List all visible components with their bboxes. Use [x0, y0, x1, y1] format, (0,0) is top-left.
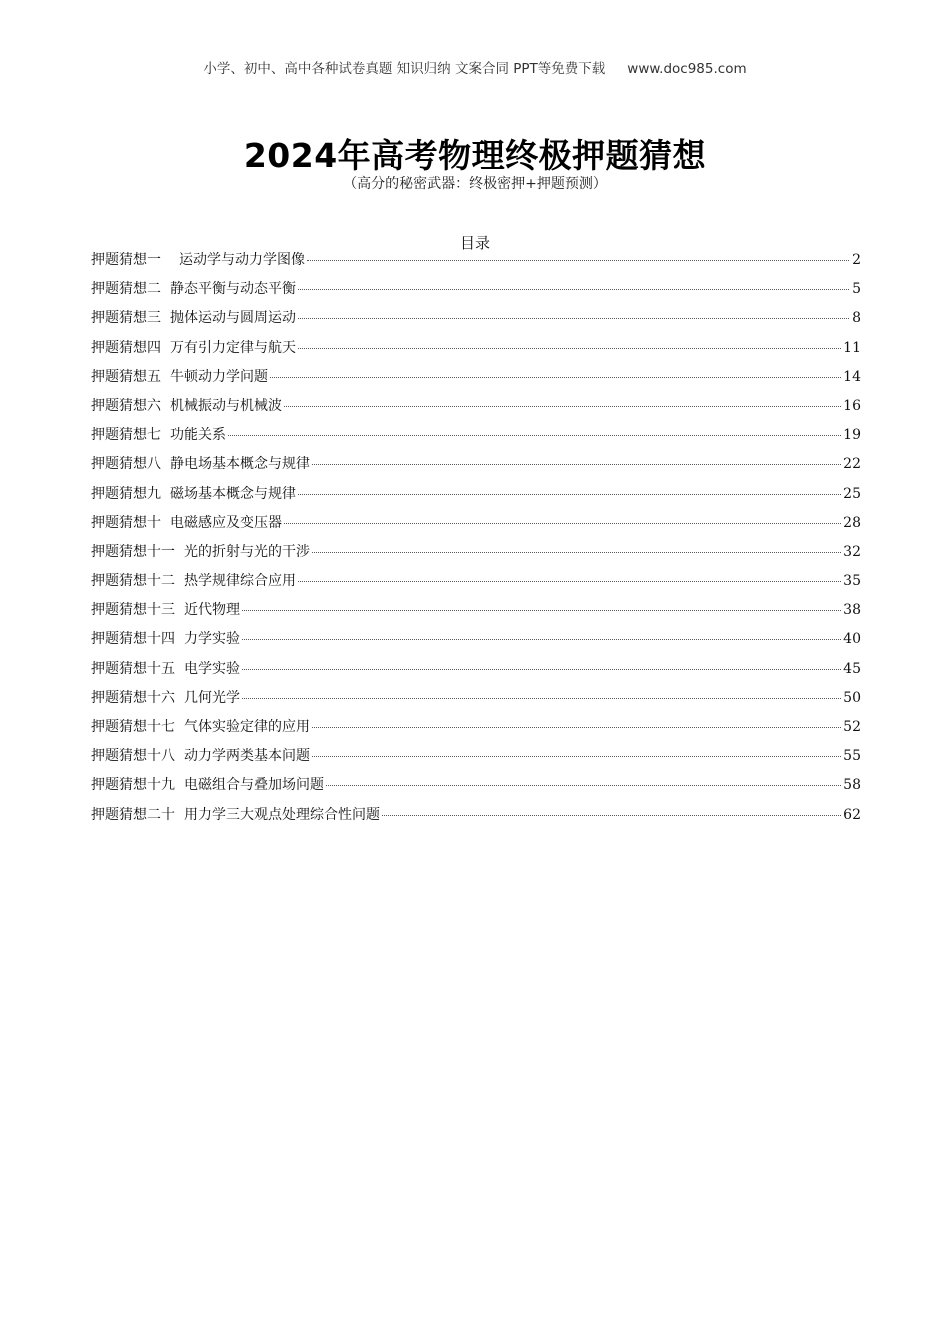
- toc-entry-label: [91, 249, 305, 271]
- toc-entry-number: 押题猜想十五: [91, 660, 175, 677]
- toc-entry-page: 50: [843, 689, 861, 706]
- toc-entry[interactable]: [91, 804, 861, 833]
- toc-entry-topic: 抛体运动与圆周运动: [170, 310, 296, 327]
- toc-entry-page: 40: [843, 631, 861, 648]
- toc-entry-page: 14: [843, 368, 861, 385]
- toc-entry-page: 8: [852, 310, 861, 327]
- toc-dot-leader: [298, 318, 849, 319]
- toc-entry-page: 2: [852, 252, 861, 268]
- toc-entry-number: 押题猜想十七: [91, 719, 175, 735]
- toc-entry-page: 38: [843, 602, 861, 619]
- toc-entry-label: [91, 337, 296, 359]
- toc-dot-leader: [326, 785, 841, 786]
- toc-entry-page: 35: [843, 573, 861, 590]
- toc-entry-topic: 光的折射与光的干涉: [184, 543, 310, 560]
- toc-entry[interactable]: [91, 395, 861, 424]
- toc-dot-leader: [242, 639, 841, 640]
- toc-entry[interactable]: [91, 307, 861, 336]
- toc-entry-label: [91, 716, 310, 738]
- table-of-contents: [91, 249, 861, 833]
- toc-entry-topic: 动力学两类基本问题: [184, 748, 310, 765]
- toc-entry-number: 押题猜想十二: [91, 573, 175, 590]
- toc-entry[interactable]: [91, 483, 861, 512]
- toc-entry-label: [91, 483, 296, 505]
- toc-dot-leader: [242, 610, 841, 611]
- toc-entry-number: 押题猜想十九: [91, 777, 175, 794]
- toc-entry[interactable]: [91, 366, 861, 395]
- header-text: 小学、初中、高中各种试卷真题 知识归纳 文案合同 PPT等免费下载: [203, 61, 606, 77]
- toc-entry-label: [91, 628, 240, 650]
- toc-entry-label: [91, 774, 324, 796]
- toc-dot-leader: [312, 756, 841, 757]
- toc-entry-label: [91, 745, 310, 767]
- document-title: 2024年高考物理终极押题猜想: [243, 136, 707, 175]
- toc-entry-topic: 静电场基本概念与规律: [170, 456, 310, 473]
- toc-entry-page: 55: [843, 748, 861, 765]
- toc-entry[interactable]: [91, 687, 861, 716]
- toc-entry-page: 52: [843, 719, 861, 735]
- toc-entry-topic: 几何光学: [184, 689, 240, 706]
- page-header: [0, 57, 950, 77]
- toc-entry-number: 押题猜想十八: [91, 748, 175, 765]
- toc-entry-number: 押题猜想七: [91, 427, 161, 444]
- toc-entry[interactable]: [91, 716, 861, 745]
- toc-dot-leader: [270, 377, 841, 378]
- toc-entry-page: 45: [843, 660, 861, 677]
- toc-entry[interactable]: [91, 424, 861, 453]
- toc-entry-number: 押题猜想四: [91, 339, 161, 356]
- toc-entry-page: 32: [843, 543, 861, 560]
- toc-entry-number: 押题猜想九: [91, 485, 161, 502]
- toc-dot-leader: [382, 815, 841, 816]
- toc-entry-topic: 近代物理: [184, 602, 240, 619]
- toc-entry-label: [91, 424, 226, 446]
- toc-entry-label: [91, 512, 282, 534]
- toc-dot-leader: [298, 348, 841, 349]
- toc-entry-number: 押题猜想八: [91, 456, 161, 473]
- toc-entry[interactable]: [91, 658, 861, 687]
- toc-entry-page: 22: [843, 456, 861, 473]
- toc-entry-number: 押题猜想三: [91, 310, 161, 327]
- toc-entry-page: 28: [843, 514, 861, 531]
- toc-entry-label: [91, 599, 240, 621]
- toc-entry-label: [91, 278, 296, 300]
- toc-entry-number: 押题猜想十四: [91, 631, 175, 648]
- toc-dot-leader: [242, 669, 841, 670]
- toc-entry[interactable]: [91, 774, 861, 803]
- toc-entry[interactable]: [91, 628, 861, 657]
- toc-entry-topic: 运动学与动力学图像: [179, 252, 305, 268]
- toc-entry-topic: 静态平衡与动态平衡: [170, 281, 296, 298]
- toc-entry-topic: 力学实验: [184, 631, 240, 648]
- toc-entry-number: 押题猜想十三: [91, 602, 175, 619]
- toc-dot-leader: [228, 435, 841, 436]
- toc-entry-topic: 电磁组合与叠加场问题: [184, 777, 324, 794]
- toc-entry-topic: 机械振动与机械波: [170, 397, 282, 414]
- toc-dot-leader: [284, 523, 841, 524]
- toc-entry-label: [91, 366, 268, 388]
- toc-entry[interactable]: [91, 512, 861, 541]
- toc-entry-topic: 电磁感应及变压器: [170, 514, 282, 531]
- toc-dot-leader: [312, 464, 841, 465]
- toc-entry-label: [91, 687, 240, 709]
- toc-entry-label: [91, 541, 310, 563]
- toc-entry-page: 5: [852, 281, 861, 298]
- toc-entry-number: 押题猜想五: [91, 368, 161, 385]
- toc-entry-number: 押题猜想二: [91, 281, 161, 298]
- toc-dot-leader: [312, 727, 841, 728]
- toc-entry-topic: 用力学三大观点处理综合性问题: [184, 806, 380, 823]
- toc-entry-page: 25: [843, 485, 861, 502]
- toc-entry[interactable]: [91, 599, 861, 628]
- toc-entry-number: 押题猜想十一: [91, 543, 175, 560]
- toc-entry-label: [91, 804, 380, 826]
- toc-entry-topic: 电学实验: [184, 660, 240, 677]
- toc-entry[interactable]: [91, 249, 861, 278]
- toc-dot-leader: [242, 698, 841, 699]
- toc-heading: 目录: [459, 234, 490, 252]
- toc-entry-page: 16: [843, 397, 861, 414]
- toc-entry[interactable]: [91, 570, 861, 599]
- toc-entry-topic: 气体实验定律的应用: [184, 719, 310, 735]
- toc-entry-label: [91, 395, 282, 417]
- toc-entry-label: [91, 453, 310, 475]
- toc-entry[interactable]: [91, 745, 861, 774]
- toc-entry-label: [91, 570, 296, 592]
- toc-entry-number: 押题猜想六: [91, 397, 161, 414]
- document-subtitle: （高分的秘密武器：终极密押+押题预测）: [343, 176, 607, 192]
- toc-entry[interactable]: [91, 337, 861, 366]
- toc-entry-number: 押题猜想十: [91, 514, 161, 531]
- toc-entry-label: [91, 658, 240, 680]
- toc-dot-leader: [298, 494, 841, 495]
- toc-entry-number: 押题猜想一: [91, 252, 161, 268]
- toc-dot-leader: [312, 552, 841, 553]
- toc-entry-topic: 万有引力定律与航天: [170, 339, 296, 356]
- toc-entry-number: 押题猜想二十: [91, 806, 175, 823]
- toc-dot-leader: [284, 406, 841, 407]
- toc-entry-page: 11: [843, 339, 861, 356]
- toc-entry-page: 19: [843, 427, 861, 444]
- toc-entry-topic: 功能关系: [170, 427, 226, 444]
- toc-entry[interactable]: [91, 541, 861, 570]
- toc-entry-topic: 磁场基本概念与规律: [170, 485, 296, 502]
- toc-entry-number: 押题猜想十六: [91, 689, 175, 706]
- toc-dot-leader: [307, 260, 849, 261]
- header-site-link[interactable]: www.doc985.com: [627, 61, 747, 77]
- toc-entry-topic: 热学规律综合应用: [184, 573, 296, 590]
- toc-entry[interactable]: [91, 453, 861, 482]
- toc-entry[interactable]: [91, 278, 861, 307]
- toc-entry-label: [91, 307, 296, 329]
- toc-dot-leader: [298, 289, 849, 290]
- toc-entry-topic: 牛顿动力学问题: [170, 368, 268, 385]
- toc-dot-leader: [298, 581, 841, 582]
- toc-entry-page: 62: [843, 806, 861, 823]
- toc-entry-page: 58: [843, 777, 861, 794]
